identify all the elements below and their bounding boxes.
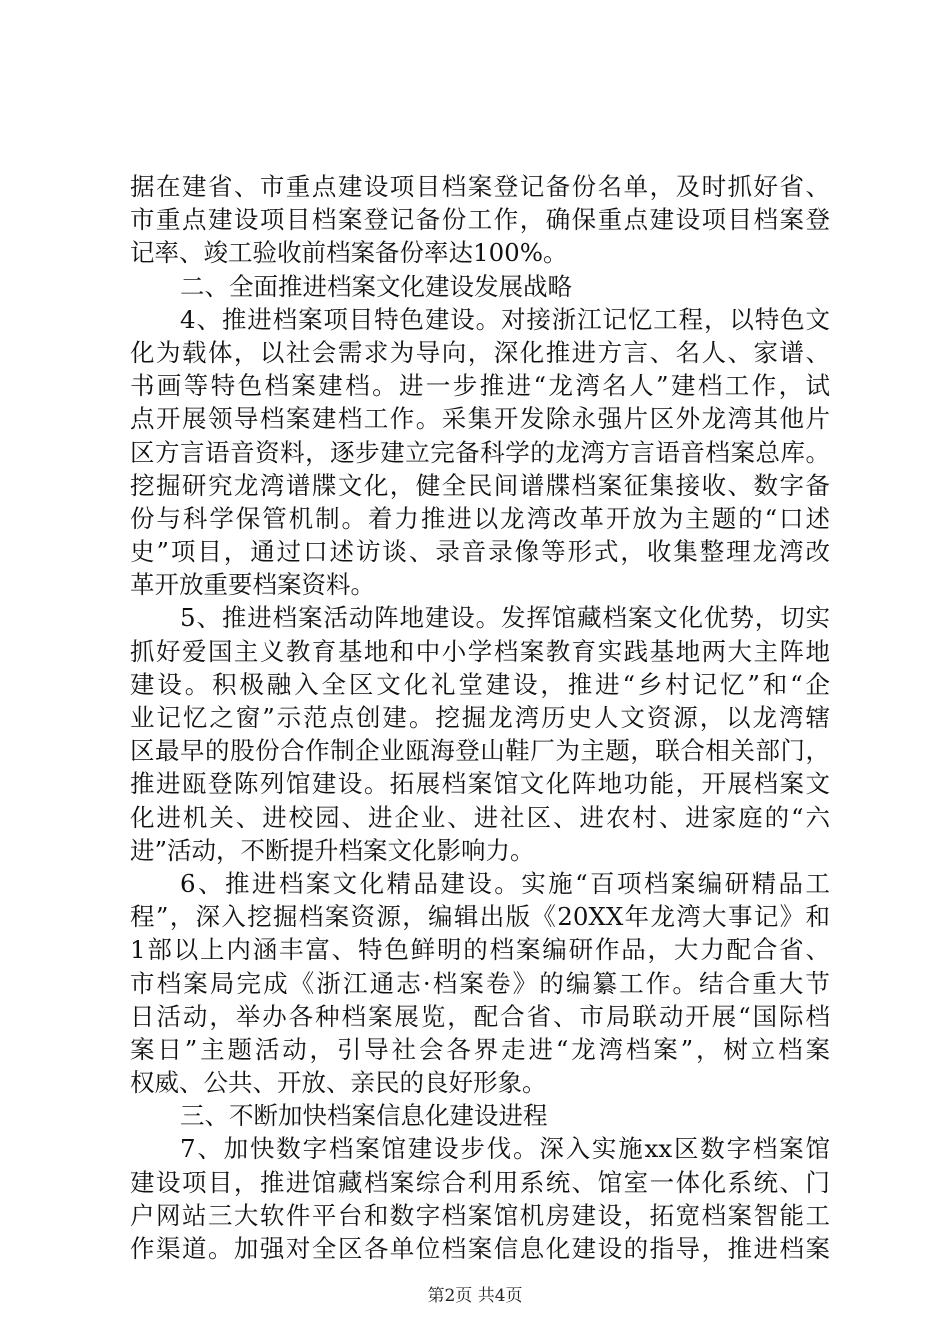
text-line: 市重点建设项目档案登记备份工作，确保重点建设项目档案登 bbox=[130, 205, 830, 235]
text-line: 建设。积极融入全区文化礼堂建设，推进“乡村记忆”和“企 bbox=[130, 669, 830, 699]
text-line: 业记忆之窗”示范点创建。挖掘龙湾历史人文资源，以龙湾辖 bbox=[130, 703, 830, 732]
text-line: 作渠道。加强对全区各单位档案信息化建设的指导，推进档案 bbox=[130, 1234, 830, 1263]
paragraph-first-line: 4、推进档案项目特色建设。对接浙江记忆工程，以特色文 bbox=[180, 304, 830, 334]
text-line: 区方言语音资料，逐步建立完备科学的龙湾方言语音档案总库。 bbox=[130, 437, 830, 467]
text-line: 记率、竣工验收前档案备份率达100%。 bbox=[130, 238, 568, 268]
text-line: 化进机关、进校园、进企业、进社区、进农村、进家庭的“六 bbox=[130, 802, 830, 832]
text-line: 程”，深入挖掘档案资源，编辑出版《20XX年龙湾大事记》和 bbox=[130, 902, 830, 932]
text-line: 户网站三大软件平台和数字档案馆机房建设，拓宽档案智能工 bbox=[130, 1200, 830, 1230]
text-line: 据在建省、市重点建设项目档案登记备份名单，及时抓好省、 bbox=[130, 172, 830, 201]
text-line: 挖掘研究龙湾谱牒文化，健全民间谱牒档案征集接收、数字备 bbox=[130, 470, 830, 500]
text-line: 抓好爱国主义教育基地和中小学档案教育实践基地两大主阵地 bbox=[130, 636, 830, 666]
text-line: 权威、公共、开放、亲民的良好形象。 bbox=[130, 1068, 547, 1098]
text-line: 案日”主题活动，引导社会各界走进“龙湾档案”，树立档案 bbox=[130, 1034, 830, 1064]
text-line: 1部以上内涵丰富、特色鲜明的档案编研作品，大力配合省、 bbox=[130, 935, 830, 965]
text-line: 化为载体，以社会需求为导向，深化推进方言、名人、家谱、 bbox=[130, 337, 830, 367]
paragraph-first-line: 6、推进档案文化精品建设。实施“百项档案编研精品工 bbox=[180, 868, 830, 898]
text-line: 进”活动，不断提升档案文化影响力。 bbox=[130, 835, 535, 865]
text-line: 建设项目，推进馆藏档案综合利用系统、馆室一体化系统、门 bbox=[130, 1167, 830, 1197]
text-line: 市档案局完成《浙江通志·档案卷》的编纂工作。结合重大节 bbox=[130, 968, 830, 998]
text-line: 书画等特色档案建档。进一步推进“龙湾名人”建档工作，试 bbox=[130, 371, 830, 401]
text-line: 推进瓯登陈列馆建设。拓展档案馆文化阵地功能，开展档案文 bbox=[130, 769, 830, 799]
page-number-footer: 第2页 共4页 bbox=[427, 1286, 523, 1306]
text-line: 份与科学保管机制。着力推进以龙湾改革开放为主题的“口述 bbox=[130, 503, 830, 533]
paragraph-first-line: 5、推进档案活动阵地建设。发挥馆藏档案文化优势，切实 bbox=[180, 603, 830, 633]
text-line: 史”项目，通过口述访谈、录音录像等形式，收集整理龙湾改 bbox=[130, 537, 830, 567]
section-heading: 二、全面推进档案文化建设发展战略 bbox=[180, 271, 572, 301]
text-line: 革开放重要档案资料。 bbox=[130, 570, 375, 600]
paragraph-first-line: 7、加快数字档案馆建设步伐。深入实施xx区数字档案馆 bbox=[180, 1134, 830, 1164]
document-body bbox=[130, 170, 830, 1265]
text-line: 点开展领导档案建档工作。采集开发除永强片区外龙湾其他片 bbox=[130, 404, 830, 434]
section-heading: 三、不断加快档案信息化建设进程 bbox=[180, 1101, 548, 1131]
text-line: 区最早的股份合作制企业瓯海登山鞋厂为主题，联合相关部门， bbox=[130, 736, 830, 766]
text-line: 日活动，举办各种档案展览，配合省、市局联动开展“国际档 bbox=[130, 1001, 830, 1031]
